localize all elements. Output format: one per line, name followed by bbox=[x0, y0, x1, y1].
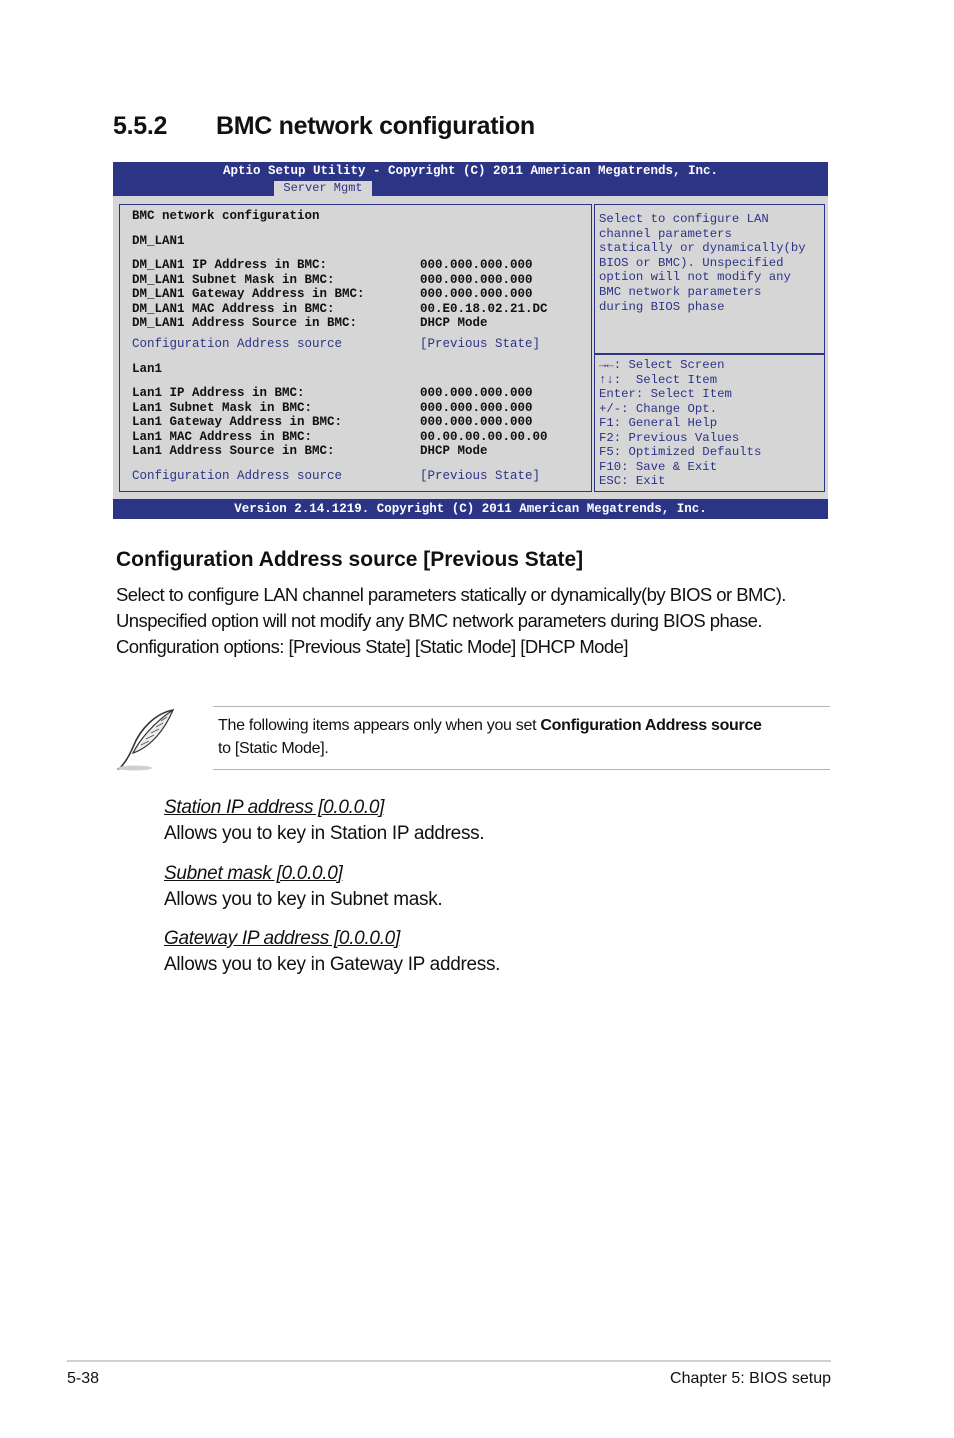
bios-settings-panel bbox=[119, 204, 592, 492]
footer-rule bbox=[67, 1360, 831, 1362]
item-title-station-ip: Station IP address [0.0.0.0] bbox=[164, 797, 385, 818]
group2-row-value: 000.000.000.000 bbox=[420, 415, 533, 429]
bios-header bbox=[113, 162, 828, 196]
chapter-label: Chapter 5: BIOS setup bbox=[670, 1370, 831, 1387]
item-title-subnet-mask: Subnet mask [0.0.0.0] bbox=[164, 863, 343, 884]
description-line: Configuration options: [Previous State] [Static Mode] [DHCP Mode] bbox=[116, 636, 628, 657]
quill-note-icon bbox=[115, 707, 177, 773]
help-line: BIOS or BMC). Unspecified bbox=[599, 255, 784, 270]
help-line: during BIOS phase bbox=[599, 299, 725, 314]
group2-row-value: 00.00.00.00.00.00 bbox=[420, 429, 548, 444]
group2-config-address-source[interactable]: Configuration Address source bbox=[132, 469, 343, 483]
group1-row-label: DM_LAN1 Address Source in BMC: bbox=[132, 316, 358, 330]
help-line: BMC network parameters bbox=[599, 285, 762, 299]
group1-row-value: 00.E0.18.02.21.DC bbox=[420, 301, 548, 316]
description-line: Select to configure LAN channel parameters statically or dynamically(by BIOS or BMC). bbox=[116, 584, 786, 605]
bios-heading: BMC network configuration bbox=[132, 209, 320, 223]
description-line: Unspecified option will not modify any BMC network parameters during BIOS phase. bbox=[116, 610, 762, 631]
bios-footer: Version 2.14.1219. Copyright (C) 2011 American Megatrends, Inc. bbox=[113, 499, 828, 519]
key-hint: +/-: Change Opt. bbox=[599, 401, 718, 416]
page-number: 5-38 bbox=[67, 1370, 100, 1387]
help-line: channel parameters bbox=[599, 226, 732, 241]
note-prefix: The following items appears only when you set bbox=[218, 717, 541, 734]
section-title bbox=[113, 112, 535, 141]
group1-row-value: DHCP Mode bbox=[420, 316, 488, 330]
section-title-text: BMC network configuration bbox=[216, 112, 535, 140]
option-heading: Configuration Address source [Previous State] bbox=[116, 548, 584, 571]
group1-row-value: 000.000.000.000 bbox=[420, 258, 533, 272]
group1-row-label: DM_LAN1 MAC Address in BMC: bbox=[132, 301, 335, 316]
group2-row-value: 000.000.000.000 bbox=[420, 400, 533, 415]
help-line: statically or dynamically(by bbox=[599, 241, 806, 256]
group1-row-label: DM_LAN1 Gateway Address in BMC: bbox=[132, 287, 365, 301]
item-desc-gateway-ip: Allows you to key in Gateway IP address. bbox=[164, 954, 501, 975]
key-hint: →←: Select Screen bbox=[599, 358, 725, 372]
group2-row-label: Lan1 IP Address in BMC: bbox=[132, 386, 305, 400]
group2-row-label: Lan1 Subnet Mask in BMC: bbox=[132, 400, 313, 415]
group1-label: DM_LAN1 bbox=[132, 234, 185, 248]
group2-row-label: Lan1 Address Source in BMC: bbox=[132, 444, 335, 458]
key-hint: F10: Save & Exit bbox=[599, 459, 718, 474]
bios-keys-panel bbox=[594, 354, 825, 492]
key-hint: ↑↓: Select Item bbox=[599, 372, 718, 387]
group2-row-value: 000.000.000.000 bbox=[420, 386, 533, 400]
key-hint: ESC: Exit bbox=[599, 474, 666, 488]
bios-screenshot bbox=[113, 162, 828, 519]
section-number: 5.5.2 bbox=[113, 112, 168, 140]
group2-row-label: Lan1 Gateway Address in BMC: bbox=[132, 415, 343, 429]
group1-row-label: DM_LAN1 IP Address in BMC: bbox=[132, 258, 328, 272]
note-divider-bottom bbox=[213, 769, 830, 770]
note-text bbox=[218, 717, 762, 735]
help-line: option will not modify any bbox=[599, 270, 791, 285]
help-line: Select to configure LAN bbox=[599, 212, 769, 226]
note-divider-top bbox=[213, 706, 830, 707]
bios-header-title: Aptio Setup Utility - Copyright (C) 2011 American Megatrends, Inc. bbox=[222, 164, 719, 178]
note-text-line2: to [Static Mode]. bbox=[218, 740, 329, 757]
bios-help-panel bbox=[594, 204, 825, 354]
note-bold: Configuration Address source bbox=[540, 717, 762, 734]
group1-row-value: 000.000.000.000 bbox=[420, 272, 533, 287]
group1-row-value: 000.000.000.000 bbox=[420, 287, 533, 301]
key-hint: F1: General Help bbox=[599, 416, 718, 430]
tab-server-mgmt[interactable]: Server Mgmt bbox=[274, 181, 372, 196]
key-hint: F2: Previous Values bbox=[599, 430, 740, 445]
group1-config-address-value[interactable]: [Previous State] bbox=[420, 337, 541, 351]
group2-label: Lan1 bbox=[132, 362, 163, 376]
group2-row-label: Lan1 MAC Address in BMC: bbox=[132, 429, 313, 444]
key-hint: Enter: Select Item bbox=[599, 387, 732, 401]
group2-config-address-value[interactable]: [Previous State] bbox=[420, 469, 541, 483]
group1-row-label: DM_LAN1 Subnet Mask in BMC: bbox=[132, 272, 335, 287]
item-desc-station-ip: Allows you to key in Station IP address. bbox=[164, 823, 485, 844]
item-desc-subnet-mask: Allows you to key in Subnet mask. bbox=[164, 889, 443, 910]
group2-row-value: DHCP Mode bbox=[420, 444, 488, 458]
group1-config-address-source[interactable]: Configuration Address source bbox=[132, 337, 343, 351]
item-title-gateway-ip: Gateway IP address [0.0.0.0] bbox=[164, 928, 400, 949]
key-hint: F5: Optimized Defaults bbox=[599, 445, 762, 459]
